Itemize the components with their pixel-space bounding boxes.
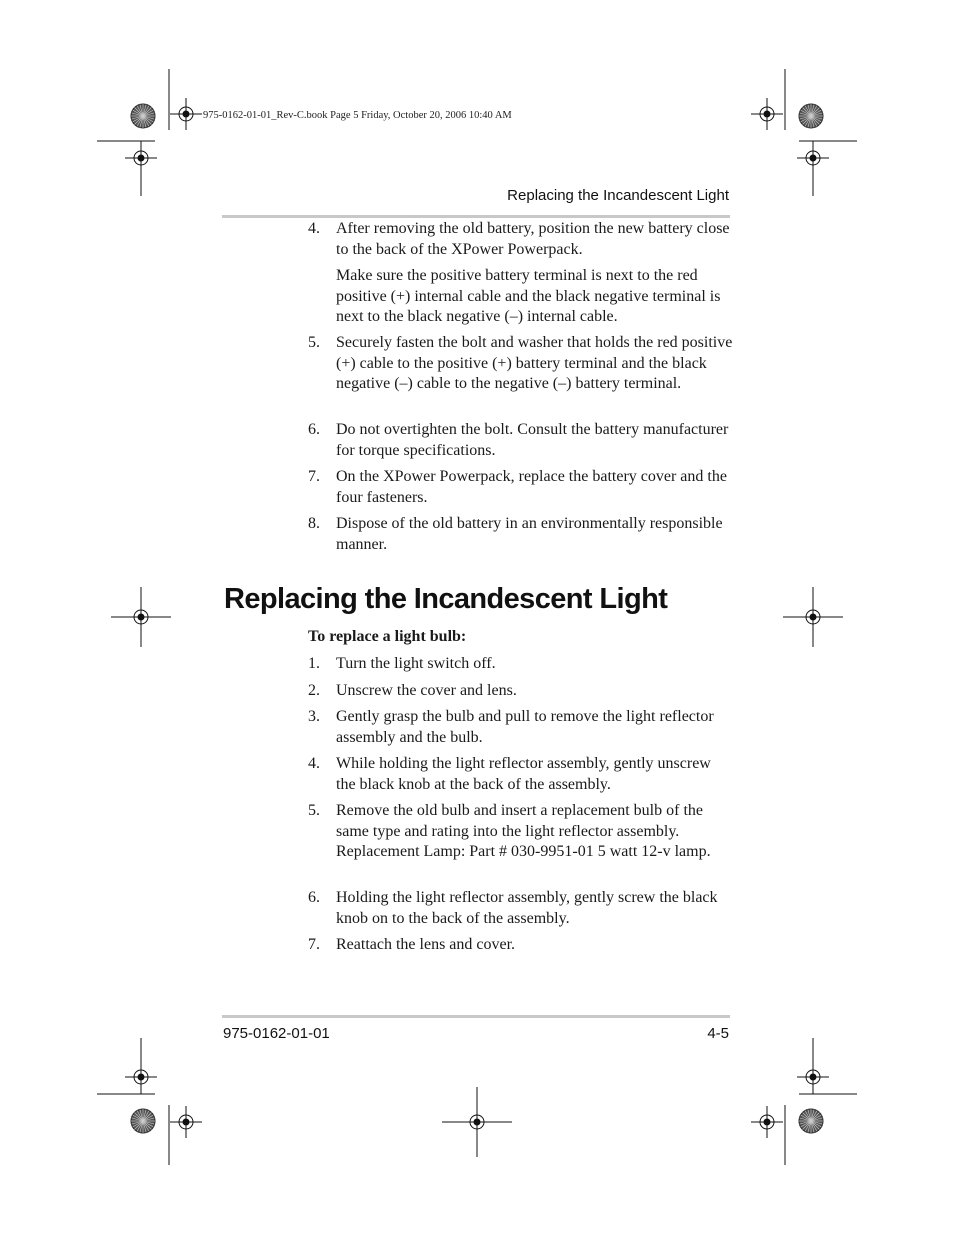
list-item [308,420,733,461]
step-text: Remove the old bulb and insert a replacement bulb of the same type and rating into the light reflector assembly. Replacement Lamp: Part # 030-9951-01 5 watt 12-v lamp. [336,802,711,860]
target-dot [138,614,144,620]
list-item [308,514,733,555]
list-item [308,707,733,748]
list-item [308,654,733,675]
section-heading: Replacing the Incandescent Light [224,583,668,615]
target-dot [183,1119,189,1125]
step-number: 7. [308,936,320,953]
step-number: 8. [308,515,320,532]
step-text: On the XPower Powerpack, replace the battery cover and the four fasteners. [336,468,727,506]
step-text: After removing the old battery, position the new battery close to the back of the XPower Powerpack. [336,220,730,258]
target-dot [764,111,770,117]
step-number: 4. [308,220,320,237]
list-item [308,333,733,395]
step-number: 7. [308,468,320,485]
list-item [308,754,733,795]
step-text: Securely fasten the bolt and washer that holds the red positive (+) cable to the positive (+) battery terminal and the black negative (–) cable to the negative (–) battery terminal. [336,334,733,392]
running-header: Replacing the Incandescent Light [507,187,729,204]
step-text: Do not overtighten the bolt. Consult the battery manufacturer for torque specifications. [336,421,729,459]
list-item [308,681,733,702]
list-item [308,935,733,956]
step-number: 3. [308,708,320,725]
step-text: Dispose of the old battery in an environmentally responsible manner. [336,515,723,553]
step-number: 5. [308,802,320,819]
step-text: Unscrew the cover and lens. [336,682,517,699]
step-number: 1. [308,655,320,672]
battery-note: Make sure the positive battery terminal is next to the red positive (+) internal cable and the black negative terminal is next to the black negative (–) internal cable. [336,267,721,325]
target-dot [764,1119,770,1125]
list-item [308,801,733,863]
step-text: Holding the light reflector assembly, gently screw the black knob on to the back of the assembly. [336,889,718,927]
list-item [308,219,733,260]
target-dot [474,1119,480,1125]
step-text: Gently grasp the bulb and pull to remove the light reflector assembly and the bulb. [336,708,714,746]
procedure-title: To replace a light bulb: [308,628,467,645]
header-rule [222,215,730,218]
footer-rule [222,1015,730,1018]
step-number: 2. [308,682,320,699]
step-number: 4. [308,755,320,772]
step-text: Turn the light switch off. [336,655,496,672]
step-text: Reattach the lens and cover. [336,936,516,953]
footer-page-number: 4-5 [707,1025,729,1042]
footer-doc-number: 975-0162-01-01 [223,1025,330,1042]
step-number: 6. [308,889,320,906]
step-number: 5. [308,334,320,351]
step-text: While holding the light reflector assembly, gently unscrew the black knob at the back of the assembly. [336,755,711,793]
list-item [308,888,733,929]
print-info-line: 975-0162-01-01_Rev-C.book Page 5 Friday, October 20, 2006 10:40 AM [203,110,512,121]
list-item [308,467,733,508]
target-dot [810,614,816,620]
step-number: 6. [308,421,320,438]
target-dot [183,111,189,117]
